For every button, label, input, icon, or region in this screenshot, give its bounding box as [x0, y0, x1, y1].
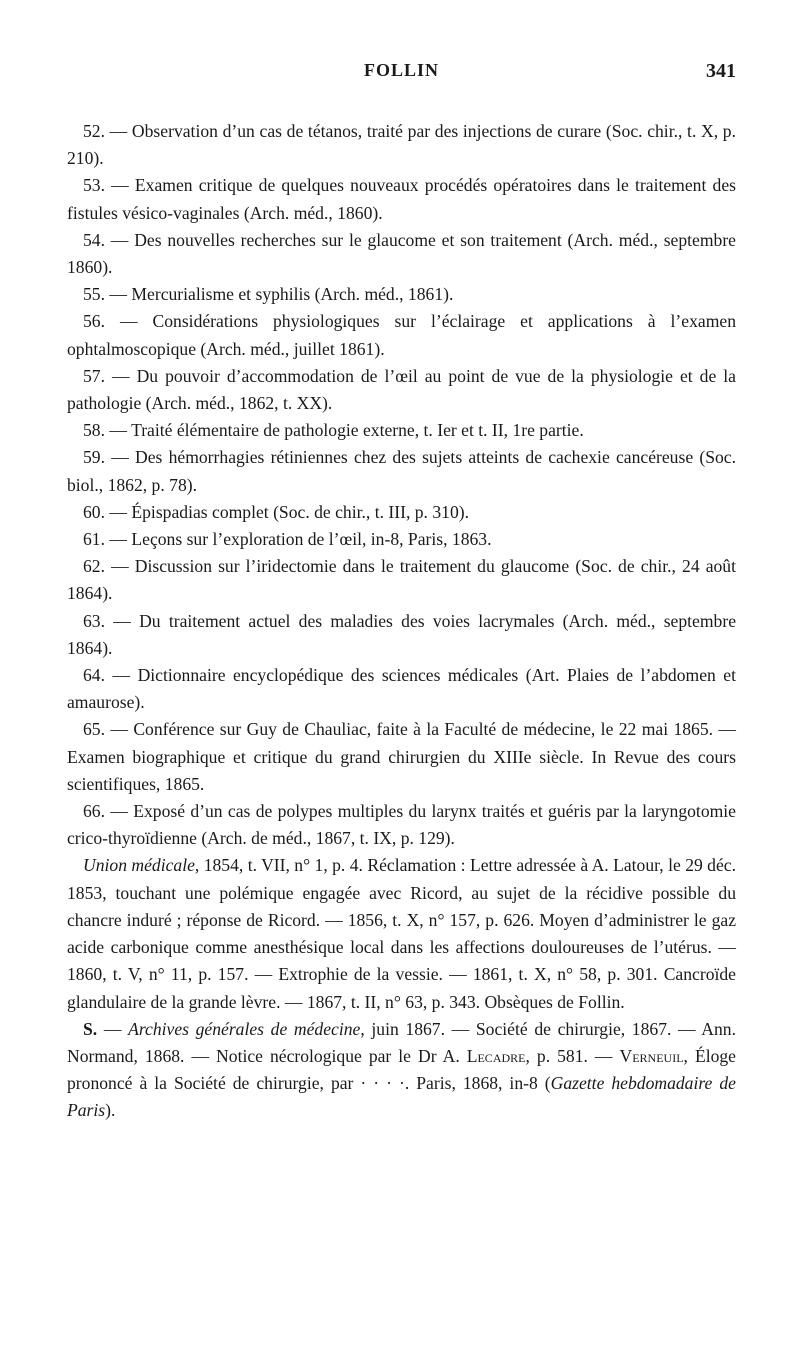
bibliography-entry: 64. — Dictionnaire encyclopédique des sciences médicales (Art. Plaies de l’abdomen et amaurose). — [67, 665, 736, 713]
bibliography-entry: 55. — Mercurialisme et syphilis (Arch. méd., 1861). — [83, 284, 454, 305]
bibliography-entry: 54. — Des nouvelles recherches sur le glaucome et son traitement (Arch. méd., septembre 1860). — [67, 229, 736, 278]
sources-text: , Éloge prononcé à la Société de chirurgie, par · · · ·. Paris, 1868, in-8 ( — [67, 1045, 736, 1094]
page-header — [67, 60, 736, 94]
journal-title: Archives générales de médecine — [128, 1018, 361, 1039]
union-medicale-text: , 1854, t. VII, n° 1, p. 4. Réclamation : Lettre adressée à A. Latour, le 29 déc. 1853, touchant une polémique engagée avec Ricord, au sujet de la récidive possible du chancre induré ; réponse de Ricord. — 1856, t. X, n° 157, p. 626. Moyen d’administrer le gaz acide carbonique comme anesthésique local dans les affections douloureuses de l’utérus. — 1860, t. V, n° 11, p. 157. — Extrophie de la vessie. — 1861, t. X, n° 58, p. 301. Cancroïde glandulaire de la grande lèvre. — 1867, t. II, n° 63, p. 343. Obsèques de Follin. — [67, 855, 736, 1012]
bibliography-entry: 59. — Des hémorrhagies rétiniennes chez des sujets atteints de cachexie cancéreuse (Soc. biol., 1862, p. 78). — [67, 447, 736, 495]
journal-title: Gazette hebdomadaire de Paris — [67, 1073, 736, 1121]
union-medicale-entry — [67, 852, 736, 1015]
author-name: Lecadre — [466, 1045, 526, 1066]
bibliography-entry: 57. — Du pouvoir d’accommodation de l’œil au point de vue de la physiologie et de la pathologie (Arch. méd., 1862, t. XX). — [67, 365, 736, 414]
bibliography-list — [67, 118, 736, 1125]
sources-text: ). — [105, 1100, 116, 1121]
bibliography-entry: 62. — Discussion sur l’iridectomie dans le traitement du glaucome (Soc. de chir., 24 août 1864). — [67, 556, 736, 604]
bibliography-entry: 56. — Considérations physiologiques sur l’éclairage et applications à l’examen ophtalmoscopique (Arch. méd., juillet 1861). — [67, 311, 736, 359]
journal-title: Union médicale — [83, 855, 195, 876]
page-number: 341 — [706, 60, 736, 82]
bibliography-entry: 53. — Examen critique de quelques nouveaux procédés opératoires dans le traitement des fistules vésico-vaginales (Arch. méd., 1860). — [67, 175, 736, 223]
sources-text: , juin 1867. — Société de chirurgie, 1867. — Ann. Normand, 1868. — Notice nécrologique par le Dr A. — [67, 1018, 737, 1066]
sources-text: , p. 581. — — [525, 1045, 620, 1066]
bibliography-entry: 63. — Du traitement actuel des maladies des voies lacrymales (Arch. méd., septembre 1864). — [67, 610, 736, 658]
bibliography-entry: 61. — Leçons sur l’exploration de l’œil, in-8, Paris, 1863. — [83, 529, 492, 550]
bibliography-entry: 52. — Observation d’un cas de tétanos, traité par des injections de curare (Soc. chir., t. X, p. 210). — [67, 121, 736, 169]
author-name: Verneuil — [619, 1045, 684, 1066]
running-head: FOLLIN — [363, 60, 439, 80]
bibliography-entry: 60. — Épispadias complet (Soc. de chir., t. III, p. 310). — [83, 501, 470, 522]
sources-text: — — [97, 1018, 129, 1039]
bibliography-entry: 58. — Traité élémentaire de pathologie externe, t. Ier et t. II, 1re partie. — [83, 420, 584, 441]
sources-mark: S. — [83, 1018, 98, 1039]
bibliography-entry: 65. — Conférence sur Guy de Chauliac, faite à la Faculté de médecine, le 22 mai 1865. — Examen biographique et critique du grand chirurgien du XIIIe siècle. In Revue des cours scientifiques, 1865. — [67, 719, 736, 794]
bibliography-entry: 66. — Exposé d’un cas de polypes multiples du larynx traités et guéris par la laryngotomie crico-thyroïdienne (Arch. de méd., 1867, t. IX, p. 129). — [67, 801, 736, 849]
sources-entry — [67, 1016, 736, 1125]
